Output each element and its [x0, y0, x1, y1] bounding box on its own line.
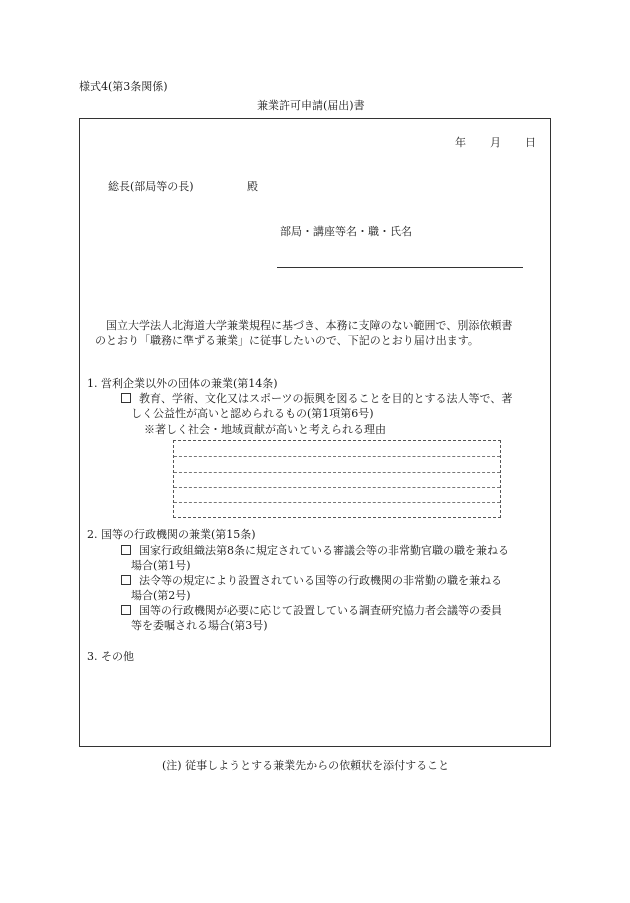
- applicant-signature-line[interactable]: [277, 267, 523, 268]
- form-number: 様式4(第3条関係): [79, 80, 168, 93]
- checkbox[interactable]: [121, 605, 131, 615]
- reason-row-line: [174, 456, 500, 457]
- section1-item-line2: しく公益性が高いと認められるもの(第1項第6号): [131, 407, 374, 420]
- footer-note: (注) 従事しようとする兼業先からの依頼状を添付すること: [162, 759, 450, 772]
- checkbox[interactable]: [121, 575, 131, 585]
- section2-item-3-line1: 国等の行政機関が必要に応じて設置している調査研究協力者会議等の委員: [139, 604, 502, 617]
- section2-item-3-line2: 等を委嘱される場合(第3号): [131, 619, 268, 632]
- section2-heading: 2. 国等の行政機関の兼業(第15条): [87, 528, 256, 541]
- addressee-recipient: 総長(部局等の長): [108, 180, 194, 193]
- section3-heading: 3. その他: [87, 650, 134, 663]
- date-day-label: 日: [525, 136, 536, 149]
- date-year-label: 年: [455, 136, 466, 149]
- reason-row-line: [174, 487, 500, 488]
- checkbox[interactable]: [121, 545, 131, 555]
- reason-row-line: [174, 502, 500, 503]
- intro-line-1: 国立大学法人北海道大学兼業規程に基づき、本務に支障のない範囲で、別添依頼書: [106, 319, 513, 332]
- section2-item-1-line1: 国家行政組織法第8条に規定されている審議会等の非常勤官職の職を兼ねる: [139, 544, 509, 557]
- section2-item-2[interactable]: [121, 574, 502, 589]
- section1-item[interactable]: [121, 392, 512, 407]
- section1-heading: 1. 営利企業以外の団体の兼業(第14条): [87, 377, 278, 390]
- reason-row-line: [174, 472, 500, 473]
- reason-label: ※著しく社会・地域貢献が高いと考えられる理由: [144, 423, 386, 436]
- intro-line-2: のとおり「職務に準ずる兼業」に従事したいので、下記のとおり届け出ます。: [95, 334, 479, 347]
- section2-item-2-line2: 場合(第2号): [131, 589, 191, 602]
- applicant-label: 部局・講座等名・職・氏名: [280, 225, 412, 238]
- section2-item-2-line1: 法令等の規定により設置されている国等の行政機関の非常勤の職を兼ねる: [139, 574, 502, 587]
- section2-item-3[interactable]: [121, 604, 502, 619]
- reason-textarea[interactable]: [173, 440, 501, 518]
- addressee-honorific: 殿: [247, 180, 258, 193]
- section1-item-line1: 教育、学術、文化又はスポーツの振興を図ることを目的とする法人等で、著: [139, 392, 513, 405]
- section2-item-1-line2: 場合(第1号): [131, 559, 191, 572]
- checkbox[interactable]: [121, 393, 131, 403]
- form-title: 兼業許可申請(届出)書: [257, 99, 365, 112]
- date-month-label: 月: [490, 136, 501, 149]
- section2-item-1[interactable]: [121, 544, 509, 559]
